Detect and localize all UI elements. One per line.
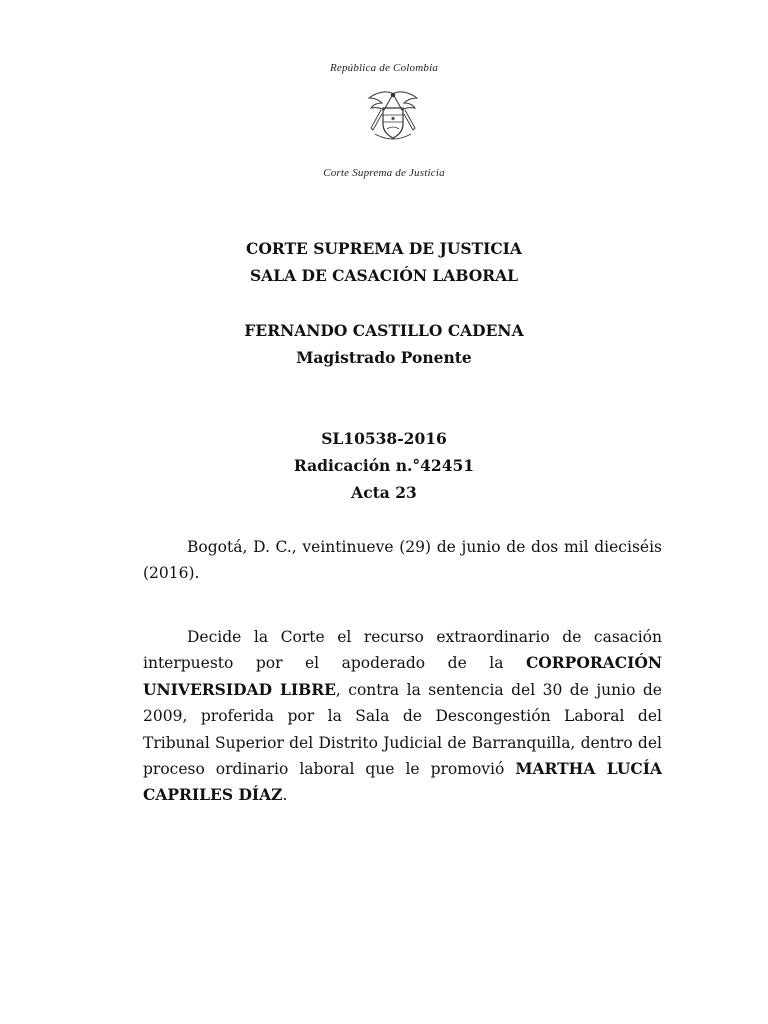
court-chamber: SALA DE CASACIÓN LABORAL bbox=[249, 266, 519, 285]
magistrate-name: FERNANDO CASTILLO CADENA bbox=[244, 321, 524, 340]
decision-text-part3: . bbox=[282, 786, 288, 805]
decision-text-part2: , contra la sentencia del 30 de junio de 2009, proferida por la Sala de Descongestión Laboral del Tribunal Superior del Distrito Judicial de Barranquilla, dentro del proceso ordinario laboral que le promovió bbox=[143, 680, 662, 779]
plaintiff-name: MARTHA LUCÍA CAPRILES DÍAZ bbox=[143, 759, 662, 805]
case-radicacion: Radicación n.°42451 bbox=[293, 456, 475, 475]
court-header-script: Corte Suprema de Justicia bbox=[323, 167, 445, 179]
decision-text-part1: Decide la Corte el recurso extraordinario de casación interpuesto por el apoderado de la bbox=[143, 628, 662, 673]
date-paragraph bbox=[143, 534, 662, 587]
coat-of-arms-icon bbox=[363, 88, 423, 144]
court-name: CORTE SUPREMA DE JUSTICIA bbox=[246, 239, 522, 258]
republic-header: República de Colombia bbox=[329, 62, 439, 74]
magistrate-role: Magistrado Ponente bbox=[296, 348, 472, 367]
case-identifiers bbox=[0, 425, 768, 506]
magistrate-heading bbox=[0, 317, 768, 371]
case-acta: Acta 23 bbox=[351, 483, 417, 502]
court-heading bbox=[0, 235, 768, 289]
date-text: Bogotá, D. C., veintinueve (29) de junio de dos mil dieciséis (2016). bbox=[143, 538, 662, 583]
case-number: SL10538-2016 bbox=[321, 429, 447, 448]
decision-paragraph bbox=[143, 624, 662, 809]
appellant-name: CORPORACIÓN UNIVERSIDAD LIBRE bbox=[143, 653, 662, 699]
